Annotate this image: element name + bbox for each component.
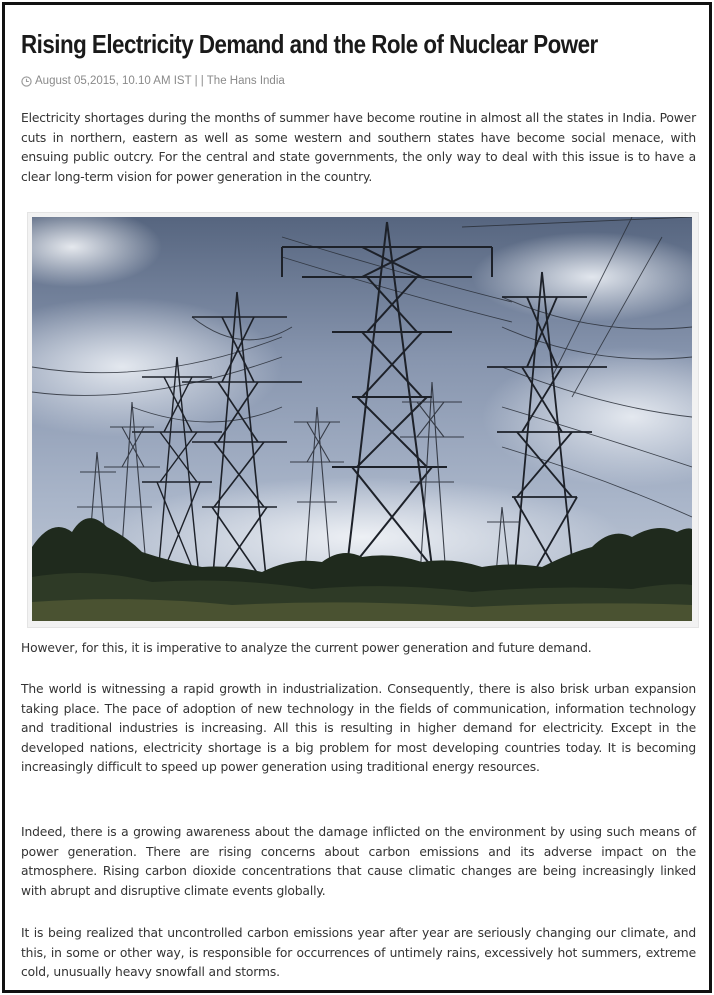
article-title: Rising Electricity Demand and the Role of Nuclear Power bbox=[21, 29, 598, 59]
article-paragraph-2: However, for this, it is imperative to analyze the current power generation and future demand. bbox=[21, 641, 592, 655]
article-paragraph-3: The world is witnessing a rapid growth in industrialization. Consequently, there is also brisk urban expansion taking place. The pace of adoption of new technology in the fields of communication, information technology and traditional industries is increasing. All this is resulting in higher demand for electricity. Except in the developed nations, electricity shortage is a big problem for most developing countries today. It is becoming increasingly difficult to speed up power generation using traditional energy resources. bbox=[21, 682, 696, 774]
power-pylons-photo bbox=[32, 217, 692, 621]
article-paragraph-4: Indeed, there is a growing awareness about the damage inflicted on the environment by using such means of power generation. There are rising concerns about carbon emissions and its adverse impact on the atmosphere. Rising carbon dioxide concentrations that cause climatic changes are being increasingly linked with abrupt and disruptive climate events globally. bbox=[21, 825, 696, 898]
article-frame bbox=[2, 2, 712, 993]
clock-icon bbox=[21, 76, 32, 87]
article-photo bbox=[27, 212, 699, 628]
article-meta-text: August 05,2015, 10.10 AM IST | | The Hans India bbox=[35, 75, 285, 87]
article-paragraph-1: Electricity shortages during the months of summer have become routine in almost all the states in India. Power cuts in northern, eastern as well as some western and southern states have become social menace, with ensuing public outcry. For the central and state governments, the only way to deal with this issue is to have a clear long-term vision for power generation in the country. bbox=[21, 111, 696, 184]
article-paragraph-5: It is being realized that uncontrolled carbon emissions year after year are seriously changing our climate, and this, in some or other way, is responsible for occurrences of untimely rains, excessively hot summers, extreme cold, unusually heavy snowfall and storms. bbox=[21, 926, 696, 979]
article-meta bbox=[21, 75, 285, 87]
